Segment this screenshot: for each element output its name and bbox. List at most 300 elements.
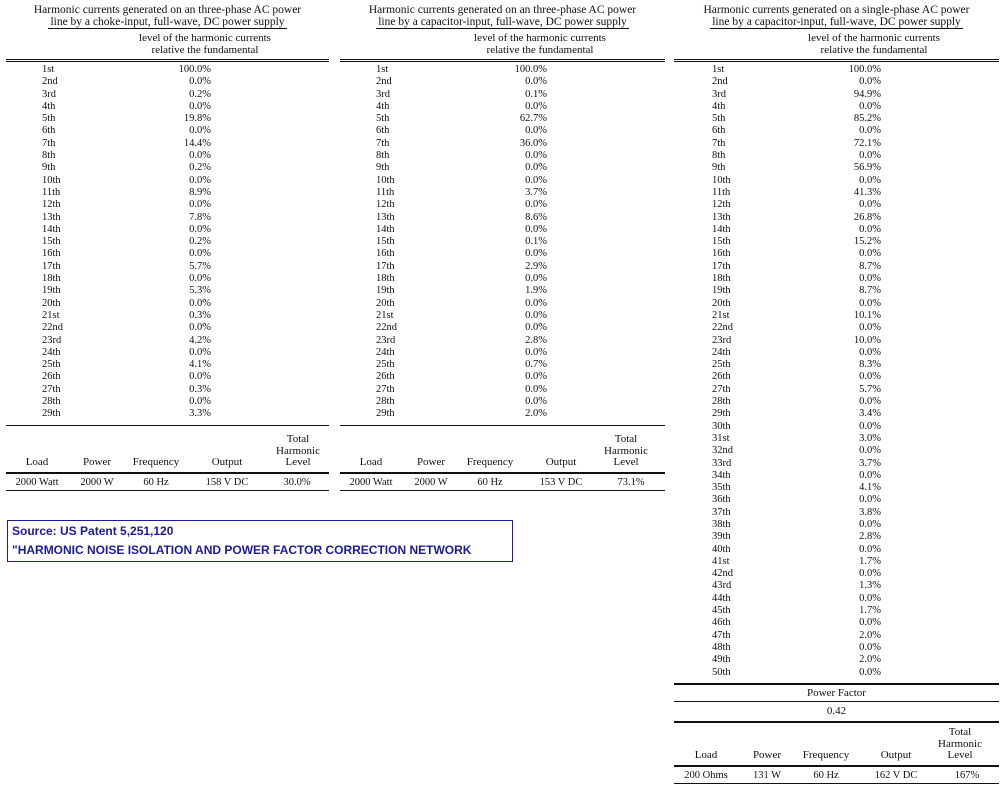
harmonic-level: 0.0% [859, 420, 881, 432]
harmonic-order: 7th [376, 137, 390, 149]
harmonic-order: 27th [712, 383, 731, 395]
column-subheading [674, 32, 999, 56]
harmonic-level: 0.0% [859, 445, 881, 457]
harmonic-level: 8.7% [859, 260, 881, 272]
harmonic-order: 2nd [376, 76, 392, 88]
harmonic-level: 0.0% [859, 346, 881, 358]
summary-value-load: 200 Ohms [684, 769, 728, 781]
harmonic-order: 35th [712, 482, 731, 494]
harmonic-order: 30th [712, 420, 731, 432]
harmonic-order: 43rd [712, 580, 732, 592]
summary-header-total-harmonic-level: Total Harmonic Level [938, 726, 982, 762]
harmonic-order: 15th [42, 236, 61, 248]
harmonic-level: 0.0% [859, 322, 881, 334]
harmonic-order: 8th [42, 150, 56, 162]
harmonic-order: 23rd [712, 334, 732, 346]
table-row [674, 76, 999, 88]
harmonic-level: 15.2% [853, 236, 881, 248]
table-row [6, 150, 329, 162]
table-row [674, 298, 999, 310]
table-row [674, 482, 999, 494]
summary-header-output: Output [545, 456, 577, 469]
harmonic-order: 25th [712, 359, 731, 371]
harmonic-level: 100.0% [848, 64, 881, 75]
harmonic-level: 0.0% [859, 494, 881, 506]
table-row [6, 248, 329, 260]
harmonic-order: 25th [42, 359, 61, 371]
harmonic-order: 20th [712, 297, 731, 309]
harmonic-order: 25th [376, 359, 395, 371]
harmonic-order: 12th [376, 199, 395, 211]
panel-title-line1: Harmonic currents generated on an three-phase AC power [33, 4, 302, 16]
harmonic-level: 10.0% [853, 334, 881, 346]
table-panel-capacitor-input-single-phase [674, 4, 999, 784]
source-line2: "HARMONIC NOISE ISOLATION AND POWER FACTOR CORRECTION NETWORK [12, 543, 472, 557]
harmonic-order: 18th [376, 273, 395, 285]
harmonic-level: 2.0% [859, 654, 881, 666]
table-row [674, 556, 999, 568]
table-row [674, 630, 999, 642]
table-row [6, 236, 329, 248]
table-row [674, 408, 999, 420]
harmonic-level: 7.8% [189, 211, 211, 223]
harmonic-order: 18th [712, 273, 731, 285]
harmonic-order: 9th [376, 162, 390, 174]
harmonic-order: 17th [42, 260, 61, 272]
harmonic-level: 0.0% [859, 76, 881, 88]
table-row [340, 347, 665, 359]
harmonic-level: 0.0% [189, 150, 211, 162]
table-row [6, 408, 329, 420]
harmonic-level: 0.0% [525, 162, 547, 174]
harmonic-order: 41st [712, 555, 730, 567]
column-subheading [340, 32, 665, 56]
summary-header-load: Load [25, 456, 49, 469]
harmonic-order: 20th [42, 297, 61, 309]
panel-title-line1: Harmonic currents generated on a single-phase AC power [703, 4, 970, 16]
harmonic-level: 0.0% [525, 346, 547, 358]
harmonic-order: 45th [712, 605, 731, 617]
harmonic-level: 0.0% [859, 223, 881, 235]
table-row [674, 568, 999, 580]
summary-value-total-harmonic-level: 167% [954, 769, 980, 781]
harmonic-order: 29th [42, 408, 61, 420]
summary-value-output: 153 V DC [539, 476, 583, 488]
table-row [340, 162, 665, 174]
table-row [674, 273, 999, 285]
summary-header-frequency: Frequency [802, 749, 850, 762]
harmonic-level: 26.8% [853, 211, 881, 223]
harmonic-level: 5.7% [189, 260, 211, 272]
harmonic-level: 3.7% [859, 457, 881, 469]
harmonic-level: 5.7% [859, 383, 881, 395]
table-row [674, 199, 999, 211]
table-row [6, 113, 329, 125]
harmonic-level: 8.3% [859, 359, 881, 371]
subheading-line1: level of the harmonic currents [474, 32, 606, 44]
harmonic-order: 6th [42, 125, 56, 137]
table-row [6, 335, 329, 347]
summary-header-power: Power [752, 749, 782, 762]
harmonic-level: 0.0% [859, 518, 881, 530]
summary-header-frequency: Frequency [466, 456, 514, 469]
harmonic-order: 24th [42, 346, 61, 358]
table-row [340, 76, 665, 88]
harmonic-level: 0.0% [189, 199, 211, 211]
table-row [6, 322, 329, 334]
harmonic-order: 8th [376, 150, 390, 162]
table-row [674, 224, 999, 236]
harmonic-level: 94.9% [853, 88, 881, 100]
harmonic-order: 14th [712, 223, 731, 235]
harmonic-level: 0.0% [189, 396, 211, 408]
harmonic-order: 15th [376, 236, 395, 248]
table-row [340, 298, 665, 310]
harmonic-order: 20th [376, 297, 395, 309]
harmonic-level: 0.0% [525, 174, 547, 186]
harmonic-level: 0.0% [189, 346, 211, 358]
table-row [674, 285, 999, 297]
table-row [340, 248, 665, 260]
harmonic-order: 22nd [712, 322, 733, 334]
harmonic-order: 6th [376, 125, 390, 137]
harmonic-order: 24th [712, 346, 731, 358]
table-row [340, 384, 665, 396]
harmonic-level: 3.3% [189, 408, 211, 420]
harmonic-level: 8.7% [859, 285, 881, 297]
harmonic-order: 21st [712, 309, 730, 321]
table-row [674, 322, 999, 334]
power-factor-rule [674, 701, 999, 702]
harmonic-order: 3rd [376, 88, 390, 100]
harmonic-order: 28th [712, 396, 731, 408]
panel-title [340, 4, 665, 29]
table-row [340, 322, 665, 334]
harmonic-level: 2.8% [525, 334, 547, 346]
panel-title-line1: Harmonic currents generated on an three-phase AC power [368, 4, 637, 16]
panel-title [6, 4, 329, 29]
table-row [674, 384, 999, 396]
harmonic-order: 7th [712, 137, 726, 149]
harmonic-order: 24th [376, 346, 395, 358]
table-row [6, 187, 329, 199]
table-row [674, 667, 999, 679]
harmonic-order: 10th [376, 174, 395, 186]
harmonic-order: 2nd [42, 76, 58, 88]
table-row [674, 236, 999, 248]
table-panel-capacitor-input-three-phase [340, 4, 665, 491]
table-row [674, 175, 999, 187]
summary-value-frequency: 60 Hz [813, 769, 839, 781]
table-row [674, 593, 999, 605]
summary-header-frequency: Frequency [132, 456, 180, 469]
table-row [674, 101, 999, 113]
table-row [6, 212, 329, 224]
harmonic-level: 4.2% [189, 334, 211, 346]
harmonic-order: 8th [712, 150, 726, 162]
harmonic-order: 11th [712, 186, 731, 198]
table-row [6, 125, 329, 137]
table-row [674, 261, 999, 273]
table-row [340, 273, 665, 285]
harmonic-order: 11th [376, 186, 395, 198]
harmonic-order: 16th [376, 248, 395, 260]
summary-value-power: 2000 W [80, 476, 114, 488]
harmonic-level: 5.3% [189, 285, 211, 297]
harmonic-order: 26th [712, 371, 731, 383]
harmonic-level: 0.0% [189, 371, 211, 383]
harmonic-level: 0.2% [189, 88, 211, 100]
harmonic-order: 27th [376, 383, 395, 395]
harmonic-order: 37th [712, 506, 731, 518]
harmonic-order: 34th [712, 469, 731, 481]
harmonic-level: 0.3% [189, 383, 211, 395]
harmonic-level: 4.1% [859, 482, 881, 494]
table-row [6, 76, 329, 88]
harmonic-level: 100.0% [178, 64, 211, 75]
table-row [6, 138, 329, 150]
harmonic-level: 2.0% [525, 408, 547, 420]
harmonic-order: 4th [376, 100, 390, 112]
harmonic-level: 0.0% [189, 248, 211, 260]
harmonic-rows [340, 64, 665, 421]
summary-value-output: 158 V DC [205, 476, 249, 488]
table-row [674, 421, 999, 433]
table-row [674, 64, 999, 76]
harmonic-level: 0.0% [859, 100, 881, 112]
table-row [340, 64, 665, 76]
harmonic-level: 3.8% [859, 506, 881, 518]
harmonic-level: 41.3% [853, 186, 881, 198]
harmonic-level: 0.0% [525, 297, 547, 309]
table-row [674, 371, 999, 383]
harmonic-order: 3rd [712, 88, 726, 100]
column-subheading [6, 32, 329, 56]
harmonic-level: 10.1% [853, 309, 881, 321]
summary-value-total-harmonic-level: 30.0% [283, 476, 311, 488]
table-row [340, 175, 665, 187]
harmonic-order: 26th [376, 371, 395, 383]
table-row [674, 544, 999, 556]
table-row [674, 347, 999, 359]
harmonic-order: 46th [712, 617, 731, 629]
summary-value-power: 131 W [752, 769, 782, 781]
harmonic-order: 5th [42, 113, 56, 125]
table-row [6, 64, 329, 76]
table-row [674, 470, 999, 482]
summary-bottom-rule [340, 490, 665, 491]
harmonic-level: 1.7% [859, 605, 881, 617]
summary-header [674, 723, 999, 765]
harmonic-level: 1.7% [859, 555, 881, 567]
harmonic-level: 36.0% [519, 137, 547, 149]
table-row [674, 519, 999, 531]
harmonic-level: 0.0% [525, 322, 547, 334]
table-row [674, 335, 999, 347]
harmonic-level: 0.0% [525, 100, 547, 112]
harmonic-level: 0.7% [525, 359, 547, 371]
harmonic-level: 0.0% [189, 273, 211, 285]
harmonic-level: 0.0% [859, 617, 881, 629]
table-row [674, 125, 999, 137]
harmonic-level: 0.0% [859, 273, 881, 285]
harmonic-level: 0.0% [189, 223, 211, 235]
summary-header [6, 426, 329, 472]
summary-header [340, 426, 665, 472]
table-row [674, 248, 999, 260]
harmonic-order: 32nd [712, 445, 733, 457]
harmonic-level: 0.0% [189, 297, 211, 309]
harmonic-level: 85.2% [853, 113, 881, 125]
summary-header-output: Output [211, 456, 243, 469]
table-row [6, 224, 329, 236]
harmonic-order: 18th [42, 273, 61, 285]
harmonic-order: 33rd [712, 457, 732, 469]
table-row [674, 642, 999, 654]
summary-values [340, 474, 665, 490]
table-row [674, 138, 999, 150]
panel-title-line2: line by a capacitor-input, full-wave, DC power supply [712, 16, 961, 28]
harmonic-level: 0.0% [525, 223, 547, 235]
harmonic-level: 0.0% [525, 383, 547, 395]
harmonic-order: 29th [712, 408, 731, 420]
summary-header-power: Power [416, 456, 446, 469]
panel-title [674, 4, 999, 29]
harmonic-order: 50th [712, 666, 731, 678]
table-row [340, 125, 665, 137]
table-row [340, 285, 665, 297]
harmonic-level: 100.0% [514, 64, 547, 75]
subheading-line2: relative the fundamental [151, 44, 259, 56]
table-row [340, 224, 665, 236]
harmonic-order: 16th [712, 248, 731, 260]
harmonic-level: 0.0% [525, 248, 547, 260]
harmonic-level: 62.7% [519, 113, 547, 125]
harmonic-level: 1.3% [859, 580, 881, 592]
harmonic-level: 2.9% [525, 260, 547, 272]
harmonic-order: 16th [42, 248, 61, 260]
subheading-line2: relative the fundamental [820, 44, 928, 56]
summary-header-power: Power [82, 456, 112, 469]
table-row [6, 310, 329, 322]
power-factor-value: 0.42 [826, 704, 847, 717]
harmonic-order: 11th [42, 186, 61, 198]
harmonic-level: 0.0% [189, 174, 211, 186]
harmonic-order: 13th [712, 211, 731, 223]
harmonic-level: 0.0% [525, 125, 547, 137]
header-rule [674, 59, 999, 62]
table-row [340, 113, 665, 125]
header-rule [340, 59, 665, 62]
harmonic-order: 28th [376, 396, 395, 408]
harmonic-level: 3.4% [859, 408, 881, 420]
table-row [674, 162, 999, 174]
table-row [6, 199, 329, 211]
harmonic-order: 5th [376, 113, 390, 125]
table-row [674, 458, 999, 470]
harmonic-order: 5th [712, 113, 726, 125]
harmonic-level: 14.4% [183, 137, 211, 149]
harmonic-order: 17th [712, 260, 731, 272]
harmonic-order: 48th [712, 641, 731, 653]
table-row [340, 150, 665, 162]
table-row [6, 384, 329, 396]
table-row [6, 175, 329, 187]
harmonic-level: 0.0% [859, 568, 881, 580]
harmonic-order: 6th [712, 125, 726, 137]
harmonic-order: 4th [712, 100, 726, 112]
summary-values [674, 767, 999, 783]
summary-header-total-harmonic-level: Total Harmonic Level [604, 433, 648, 469]
summary-value-total-harmonic-level: 73.1% [617, 476, 645, 488]
harmonic-level: 8.9% [189, 186, 211, 198]
harmonic-level: 0.0% [525, 273, 547, 285]
harmonic-level: 19.8% [183, 113, 211, 125]
harmonic-level: 0.0% [189, 322, 211, 334]
table-row [340, 236, 665, 248]
harmonic-order: 10th [42, 174, 61, 186]
harmonic-order: 13th [376, 211, 395, 223]
power-factor-label: Power Factor [807, 686, 866, 699]
harmonic-order: 29th [376, 408, 395, 420]
table-row [340, 89, 665, 101]
table-row [6, 347, 329, 359]
summary-value-load: 2000 Watt [15, 476, 59, 488]
harmonic-level: 0.0% [859, 543, 881, 555]
harmonic-level: 0.1% [525, 236, 547, 248]
summary-header-total-harmonic-level: Total Harmonic Level [276, 433, 320, 469]
harmonic-rows [674, 64, 999, 679]
table-row [340, 261, 665, 273]
table-row [340, 199, 665, 211]
harmonic-level: 0.0% [525, 309, 547, 321]
harmonic-level: 0.2% [189, 162, 211, 174]
harmonic-order: 23rd [42, 334, 62, 346]
harmonic-order: 36th [712, 494, 731, 506]
summary-value-frequency: 60 Hz [477, 476, 503, 488]
harmonic-order: 39th [712, 531, 731, 543]
table-row [6, 298, 329, 310]
harmonic-level: 0.0% [859, 396, 881, 408]
harmonic-level: 0.1% [525, 88, 547, 100]
harmonic-order: 9th [712, 162, 726, 174]
table-row [340, 187, 665, 199]
harmonic-level: 0.0% [859, 666, 881, 678]
harmonic-order: 21st [42, 309, 60, 321]
harmonic-order: 22nd [376, 322, 397, 334]
harmonic-order: 9th [42, 162, 56, 174]
harmonic-order: 19th [712, 285, 731, 297]
harmonic-level: 56.9% [853, 162, 881, 174]
harmonic-order: 26th [42, 371, 61, 383]
panel-title-line2: line by a choke-input, full-wave, DC power supply [50, 16, 285, 28]
harmonic-order: 10th [712, 174, 731, 186]
harmonic-level: 0.0% [859, 592, 881, 604]
harmonic-level: 4.1% [189, 359, 211, 371]
summary-bottom-rule [6, 490, 329, 491]
harmonic-order: 7th [42, 137, 56, 149]
harmonic-level: 0.3% [189, 309, 211, 321]
harmonic-level: 0.0% [859, 469, 881, 481]
table-row [6, 285, 329, 297]
harmonic-order: 4th [42, 100, 56, 112]
harmonic-level: 0.0% [859, 641, 881, 653]
table-panel-choke-input-three-phase [6, 4, 329, 491]
summary-bottom-rule [674, 783, 999, 784]
harmonic-order: 17th [376, 260, 395, 272]
harmonic-order: 12th [42, 199, 61, 211]
harmonic-level: 0.0% [859, 199, 881, 211]
